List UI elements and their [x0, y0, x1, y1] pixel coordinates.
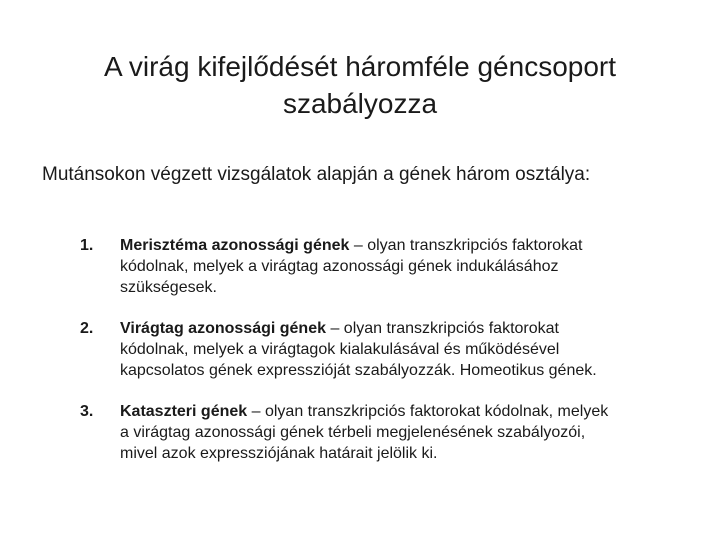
item-desc-line-2: a virágtag azonossági gének térbeli megjelenésének szabályozói, — [120, 424, 586, 441]
item-desc-line-3: szükségesek. — [120, 279, 217, 296]
item-number: 1. — [80, 237, 94, 254]
item-text — [120, 318, 690, 381]
intro-text: Mutánsokon végzett vizsgálatok alapján a gének három osztálya: — [42, 164, 591, 185]
item-term: Kataszteri gének — [120, 403, 248, 420]
item-number: 2. — [80, 320, 94, 337]
title-line-2: szabályozza — [282, 88, 438, 119]
list-item — [80, 401, 690, 464]
item-term: Merisztéma azonossági gének — [120, 237, 350, 254]
item-desc-line-3: mivel azok expressziójának határait jelölik ki. — [120, 445, 438, 462]
item-desc-line-1: – olyan transzkripciós faktorokat — [326, 320, 559, 337]
item-desc-line-1: – olyan transzkripciós faktorokat — [349, 237, 583, 254]
list-item — [80, 235, 690, 298]
title-line-1: A virág kifejlődését háromféle géncsoport — [103, 51, 617, 82]
item-desc-line-3: kapcsolatos gének expresszióját szabályozzák. Homeotikus gének. — [120, 362, 597, 379]
item-text — [120, 235, 690, 298]
item-term: Virágtag azonossági gének — [120, 320, 326, 337]
item-desc-line-2: kódolnak, melyek a virágtagok kialakulásával és működésével — [120, 341, 560, 358]
item-desc-line-2: kódolnak, melyek a virágtag azonossági gének indukálásához — [120, 258, 559, 275]
list-item — [80, 318, 690, 381]
item-desc-line-1: – olyan transzkripciós faktorokat kódolnak, melyek — [247, 403, 609, 420]
item-number: 3. — [80, 403, 94, 420]
item-text — [120, 401, 690, 464]
gene-class-list — [80, 235, 690, 484]
slide-title — [60, 48, 660, 122]
